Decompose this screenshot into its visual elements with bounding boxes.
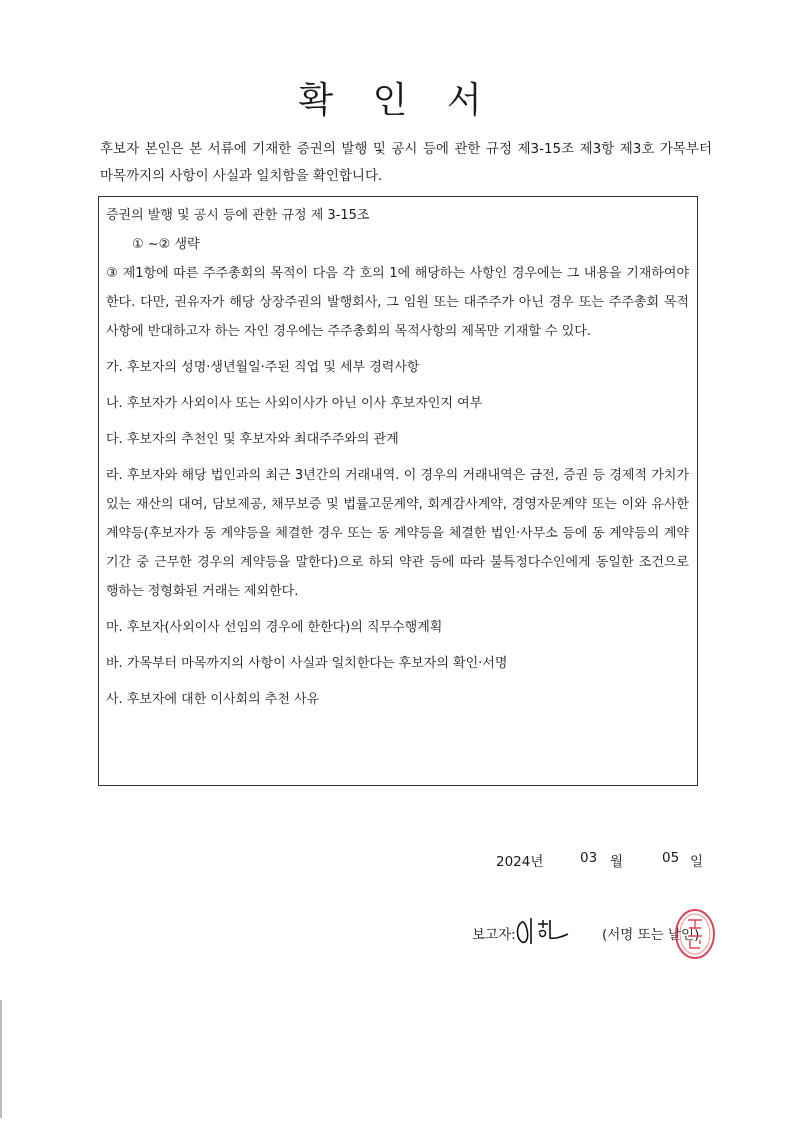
- item-ma: 마. 후보자(사외이사 선임의 경우에 한한다)의 직무수행계획: [106, 620, 443, 635]
- signature-note: (서명 또는 날인): [602, 927, 700, 943]
- item-ra: 라. 후보자와 해당 법인과의 최근 3년간의 거래내역. 이 경우의 거래내역은 금전, 증권 등 경제적 가치가 있는 재산의 대여, 담보제공, 채무보증 및 법률고문계약, 회계감사계약, 경영자문계약 또는 이와 유사한 계약등(후보자가 동 계약등을 체결한 경우 또는 동 계약등을 체결한 법인·사무소 등에 동 계약등의 계약기간 중 근무한 경우의 계약등을 말한다)으로 하되 약관 등에 따라 불특정다수인에게 동일한 조건으로 행하는 정형화된 거래는 제외한다.: [106, 468, 689, 599]
- item-na: 나. 후보자가 사외이사 또는 사외이사가 아닌 이사 후보자인지 여부: [106, 396, 483, 411]
- date-day-label: 일: [690, 854, 704, 870]
- date-month-value: 03: [580, 850, 598, 866]
- date-day-value: 05: [662, 850, 680, 866]
- omitted-clauses: ① ~② 생략: [132, 237, 200, 252]
- clause-3: ③ 제1항에 따른 주주총회의 목적이 다음 각 호의 1에 해당하는 사항인 경우에는 그 내용을 기재하여야 한다. 다만, 권유자가 해당 상장주권의 발행회사, 그 임원 또는 대주주가 아닌 경우 또는 주주총회 목적사항에 반대하고자 하는 자인 경우에는 주주총회의 목적사항의 제목만 기재할 수 있다.: [106, 266, 689, 339]
- item-sa: 사. 후보자에 대한 이사회의 추천 사유: [106, 692, 320, 707]
- signature-row: [470, 920, 730, 960]
- reporter-label: 보고자:: [472, 927, 516, 943]
- item-da: 다. 후보자의 추천인 및 후보자와 최대주주와의 관계: [106, 432, 399, 447]
- document-title: 확 인 서: [298, 80, 496, 121]
- item-ga: 가. 후보자의 성명·생년월일·주된 직업 및 세부 경력사항: [106, 360, 420, 375]
- intro-paragraph: 후보자 본인은 본 서류에 기재한 증권의 발행 및 공시 등에 관한 규정 제3-15조 제3항 제3호 가목부터 마목까지의 사항이 사실과 일치함을 확인합니다.: [100, 141, 712, 184]
- scan-edge-line: [0, 1000, 2, 1118]
- seal-stamp: [670, 906, 720, 962]
- handwritten-signature: [512, 912, 572, 948]
- regulation-box: [98, 196, 698, 786]
- date-month-label: 월: [610, 854, 624, 870]
- item-ba: 바. 가목부터 마목까지의 사항이 사실과 일치한다는 후보자의 확인·서명: [106, 656, 508, 671]
- regulation-heading: 증권의 발행 및 공시 등에 관한 규정 제 3-15조: [106, 208, 370, 223]
- date-year: 2024년: [496, 854, 544, 870]
